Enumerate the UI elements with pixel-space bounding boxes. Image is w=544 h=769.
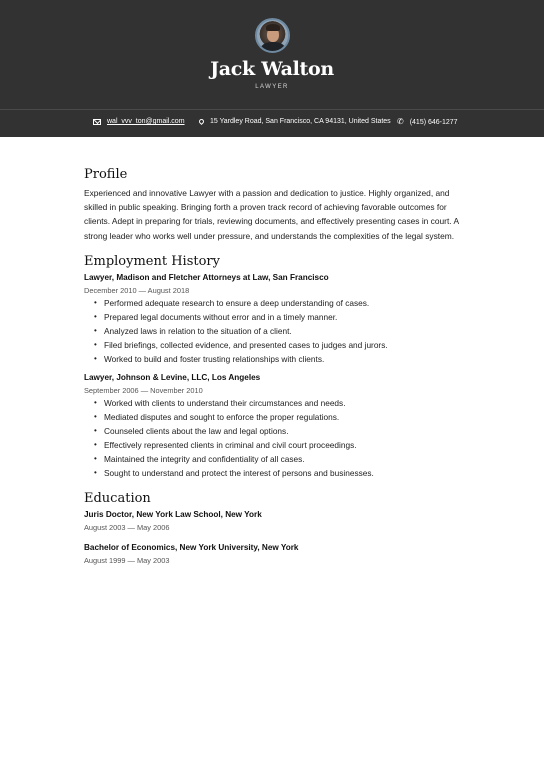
avatar-hair [266,24,280,31]
location-pin-icon [198,118,205,125]
contact-email[interactable] [93,118,185,125]
list-item: • Worked to build and foster trusting relationships with clients. [94,352,464,366]
email-text[interactable]: wal_vvv_ton@gmail.com [107,118,185,125]
list-item: • Prepared legal documents without error and in a timely manner. [94,310,464,324]
avatar-body [261,42,285,53]
job-title: Lawyer, Johnson & Levine, LLC, Los Angeles [84,372,261,382]
employment-heading: Employment History [84,253,220,269]
job-title: Lawyer, Madison and Fletcher Attorneys at Law, San Francisco [84,272,329,282]
list-item: • Effectively represented clients in criminal and civil court proceedings. [94,438,464,452]
profile-text: Experienced and innovative Lawyer with a passion and dedication to justice. Highly organized, and skilled in public speaking. Bringing forth a proven track record of achieving favorable outcomes for clients. Adept in preparing for trials, reviewing documents, and effectively presenting cases in court. A strong leader who works well under pressure, and understands the complexities of the legal system. [84,188,459,241]
profile-heading: Profile [84,167,128,182]
avatar [255,18,290,53]
mail-icon [93,119,101,125]
education-heading: Education [84,490,151,506]
contact-address [199,118,391,125]
job-bullets [94,396,464,480]
list-item: • Counseled clients about the law and legal options. [94,424,464,438]
list-item: • Maintained the integrity and confidentiality of all cases. [94,452,464,466]
contact-phone [397,118,458,126]
education-dates: August 2003 — May 2006 [84,522,170,532]
list-item: • Analyzed laws in relation to the situation of a client. [94,324,464,338]
list-item: • Performed adequate research to ensure a deep understanding of cases. [94,296,464,310]
job-dates: September 2006 — November 2010 [84,385,203,395]
contact-bar [0,109,544,137]
phone-icon: ✆ [397,117,404,126]
list-item: • Worked with clients to understand their circumstances and needs. [94,396,464,410]
list-item: • Sought to understand and protect the interest of persons and businesses. [94,466,464,480]
list-item: • Mediated disputes and sought to enforce the proper regulations. [94,410,464,424]
candidate-name: Jack Walton [210,58,334,80]
address-text: 15 Yardley Road, San Francisco, CA 94131, United States [210,118,391,125]
education-title: Juris Doctor, New York Law School, New York [84,509,262,519]
education-title: Bachelor of Economics, New York University, New York [84,542,299,552]
education-dates: August 1999 — May 2003 [84,555,170,565]
list-item: • Filed briefings, collected evidence, and presented cases to judges and jurors. [94,338,464,352]
resume-header [0,0,544,109]
job-dates: December 2010 — August 2018 [84,285,190,295]
candidate-role: LAWYER [255,84,289,90]
resume-body [84,167,464,566]
phone-text: (415) 646-1277 [409,118,458,126]
job-bullets [94,296,464,366]
